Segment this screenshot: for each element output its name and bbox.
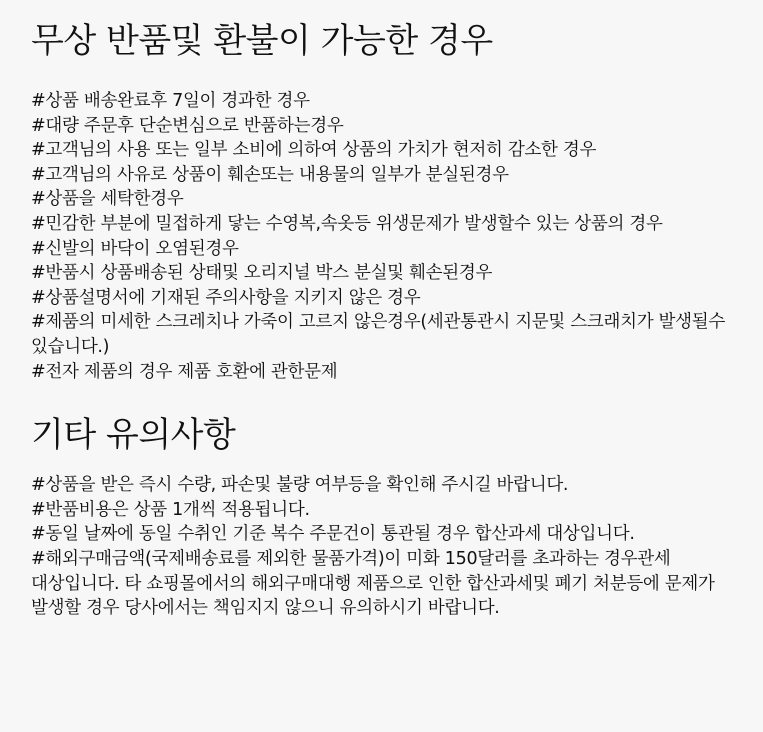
list-item: #고객님의 사용 또는 일부 소비에 의하여 상품의 가치가 현저히 감소한 경우 xyxy=(31,140,597,161)
free-return-section xyxy=(31,18,733,384)
other-notes-list xyxy=(31,473,733,621)
list-item: #해외구매금액(국제배송료를 제외한 물품가격)이 미화 150달러를 초과하는 경우관세 대상입니다. 타 쇼핑몰에서의 해외구매대행 제품으로 인한 합산과세및 폐기 처분등에 문제가 발생할 경우 당사에서는 책임지지 않으니 유의하시기 바랍니다. xyxy=(31,548,715,619)
free-return-list xyxy=(31,89,733,384)
list-item: #대량 주문후 단순변심으로 반품하는경우 xyxy=(31,115,344,136)
list-item: #동일 날짜에 동일 수취인 기준 복수 주문건이 통관될 경우 합산과세 대상입니다. xyxy=(31,524,635,545)
section-heading: 기타 유의사항 xyxy=(31,415,236,456)
list-item: #상품설명서에 기재된 주의사항을 지키지 않은 경우 xyxy=(31,287,421,308)
list-item: #상품을 세탁한경우 xyxy=(31,189,184,210)
list-item: #전자 제품의 경우 제품 호환에 관한문제 xyxy=(31,361,338,382)
list-item: #제품의 미세한 스크레치나 가죽이 고르지 않은경우(세관통관시 지문및 스크래치가 발생될수 있습니다.) xyxy=(31,312,725,357)
list-item: #상품 배송완료후 7일이 경과한 경우 xyxy=(31,91,310,111)
list-item: #상품을 받은 즉시 수량, 파손및 불량 여부등을 확인해 주시길 바랍니다. xyxy=(31,475,569,496)
list-item: #반품비용은 상품 1개씩 적용됩니다. xyxy=(31,499,310,520)
list-item: #반품시 상품배송된 상태및 오리지널 박스 분실및 훼손된경우 xyxy=(31,263,493,284)
list-item: #고객님의 사유로 상품이 훼손또는 내용물의 일부가 분실된경우 xyxy=(31,164,509,185)
other-notes-section xyxy=(31,412,733,621)
list-item: #민감한 부분에 밀접하게 닿는 수영복,속옷등 위생문제가 발생할수 있는 상품의 경우 xyxy=(31,213,663,234)
list-item: #신발의 바닥이 오염된경우 xyxy=(31,238,239,259)
section-heading: 무상 반품및 환불이 가능한 경우 xyxy=(31,21,493,61)
